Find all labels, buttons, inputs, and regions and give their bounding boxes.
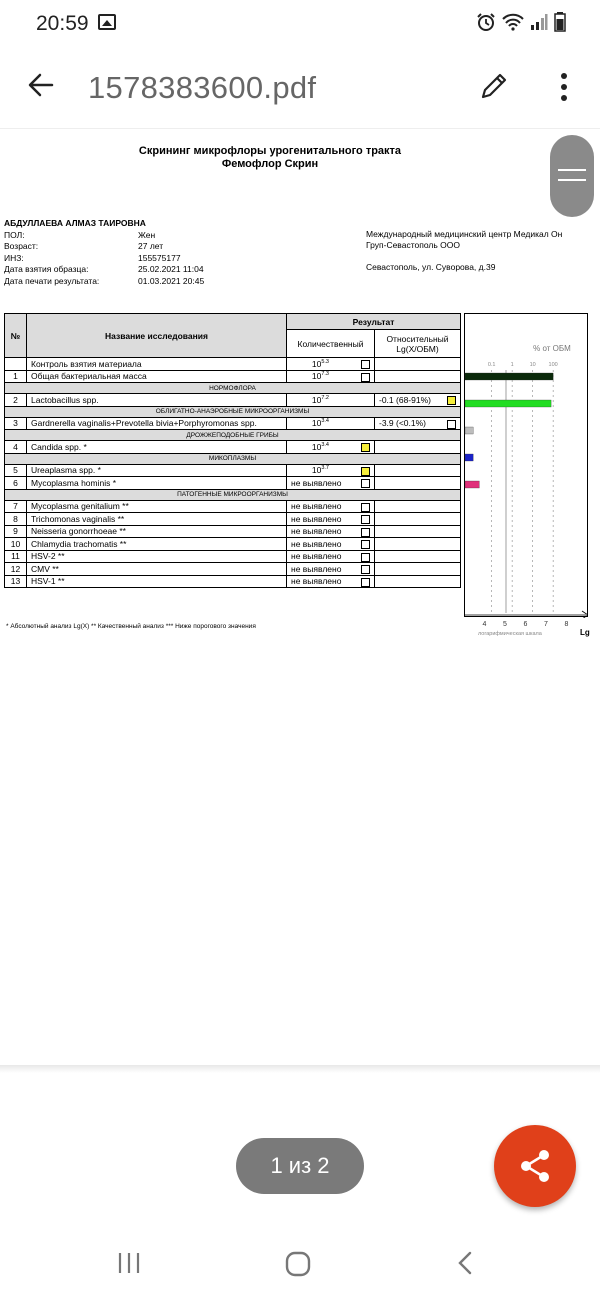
row-name: Общая бактериальная масса [27,370,287,383]
row-qty [287,464,375,477]
row-num: 8 [5,513,27,526]
arrow-left-icon[interactable] [26,70,56,100]
patient-field-value: 25.02.2021 11:04 [138,264,204,274]
pct-tick-label: 10 [529,362,536,368]
qty-text: не выявлено [291,576,342,587]
x-axis-label: логарифмическая шкала [478,631,542,637]
home-icon[interactable] [284,1250,312,1278]
row-num: 12 [5,563,27,576]
recents-icon[interactable] [116,1250,142,1276]
row-name: Mycoplasma genitalium ** [27,500,287,513]
x-tick-label: 7 [544,621,548,628]
table-row [5,477,461,490]
pdf-page [0,129,600,649]
section-label: НОРМОФЛОРА [5,383,461,394]
rel-flag [447,396,456,405]
battery-icon [554,12,566,32]
row-qty [287,575,375,588]
alarm-icon [476,12,496,32]
row-num [5,358,27,371]
qty-flag [361,479,370,488]
table-row [5,394,461,407]
qty-flag [361,553,370,562]
share-button[interactable] [494,1125,576,1207]
patient-field-label: ПОЛ: [4,229,25,240]
row-rel [375,525,461,538]
table-section [5,383,461,394]
col-num: № [5,314,27,358]
qty-flag [361,360,370,369]
row-qty [287,538,375,551]
patient-field-label: Дата взятия образца: [4,264,89,274]
qty-text: не выявлено [291,513,342,524]
row-qty [287,550,375,563]
back-icon[interactable] [454,1250,478,1276]
log-scale-chart [464,313,588,618]
qty-value: $10^{3.4}$ [311,441,329,452]
table-row [5,441,461,454]
patient-field-value: 27 лет [138,241,164,251]
qty-value: $10^{3.4}$ [311,418,329,429]
status-time: 20:59 [36,12,89,35]
patient-field-label: Дата печати результата: [4,275,100,286]
system-nav-bar [0,1230,600,1299]
qty-flag [361,578,370,587]
qty-flag [361,443,370,452]
qty-flag [361,373,370,382]
row-name: CMV ** [27,563,287,576]
row-num: 10 [5,538,27,551]
pencil-icon[interactable] [478,70,510,102]
row-name: Chlamydia trachomatis ** [27,538,287,551]
qty-flag [361,467,370,476]
row-rel [375,477,461,490]
table-section [5,453,461,464]
patient-field-label: ИНЗ: [4,252,24,263]
clinic-info: Международный медицинский центр Медикал Он Груп-Севастополь ООО Севастополь, ул. Суворова, д.39 [366,229,563,272]
col-name: Название исследования [27,314,287,358]
patient-field-value: 155575177 [138,252,181,263]
table-row [5,500,461,513]
row-rel [375,563,461,576]
x-tick-label: 5 [503,621,507,628]
patient-name: АБДУЛЛАЕВА АЛМАЗ ТАИРОВНА [4,218,146,228]
pct-tick-label: 100 [548,362,558,368]
row-rel: -3.9 (<0.1%) [375,417,461,430]
patient-field-value: Жен [138,229,156,240]
row-num: 7 [5,500,27,513]
table-section [5,489,461,500]
row-qty [287,477,375,490]
chart-frame [465,314,588,617]
row-num: 1 [5,370,27,383]
col-result: Результат [287,314,461,330]
row-rel [375,358,461,371]
col-rel: Относительный Lg(X/ОБМ) [375,330,461,358]
section-label: ДРОЖЖЕПОДОБНЫЕ ГРИБЫ [5,430,461,441]
more-vert-icon[interactable] [552,72,576,102]
section-label: ПАТОГЕННЫЕ МИКРООРГАНИЗМЫ [5,489,461,500]
row-qty [287,370,375,383]
chart-bar [465,481,479,488]
wifi-icon [502,13,524,31]
qty-flag [361,503,370,512]
image-icon [98,14,116,30]
row-name: Candida spp. * [27,441,287,454]
table-row [5,550,461,563]
rel-flag [447,420,456,429]
chart-bar [465,454,473,461]
row-num: 11 [5,550,27,563]
row-rel [375,538,461,551]
qty-value: $10^{7.2}$ [311,394,329,405]
table-row [5,358,461,371]
row-name: Ureaplasma spp. * [27,464,287,477]
share-icon [494,1125,576,1207]
chart-bar [465,373,553,380]
row-qty [287,563,375,576]
signal-icon [530,13,548,31]
table-row [5,575,461,588]
x-tick-label: 6 [523,621,528,628]
table-row [5,464,461,477]
row-rel [375,575,461,588]
status-bar [0,0,600,48]
row-name: Lactobacillus spp. [27,394,287,407]
row-qty [287,513,375,526]
qty-text: не выявлено [291,477,342,488]
page-indicator: 1 из 2 [236,1138,364,1194]
row-num: 5 [5,464,27,477]
qty-text: не выявлено [291,551,342,562]
patient-field [4,241,204,253]
patient-field [4,264,204,276]
x-tick-label: 8 [564,621,569,628]
row-rel [375,550,461,563]
table-section [5,406,461,417]
report-title: Скрининг микрофлоры урогенитального тракта Фемофлор Скрин [138,145,402,170]
x-axis-unit: Lg [580,628,590,637]
qty-text: не выявлено [291,526,342,537]
row-name: Контроль взятия материала [27,358,287,371]
row-rel [375,464,461,477]
x-tick-label: 4 [482,621,487,628]
results-table [4,313,461,588]
table-row [5,563,461,576]
row-rel: -0.1 (68-91%) [375,394,461,407]
qty-flag [361,540,370,549]
row-qty [287,525,375,538]
chart-title: % от ОБМ [533,344,571,353]
row-qty [287,358,375,371]
row-num: 2 [5,394,27,407]
row-qty [287,394,375,407]
row-qty [287,441,375,454]
pct-tick-label: 1 [510,362,514,368]
footnote: * Абсолютный анализ Lg(X) ** Качественный анализ *** Ниже порогового значения [6,623,256,630]
row-name: Trichomonas vaginalis ** [27,513,287,526]
qty-value: $10^{3.7}$ [311,465,329,476]
row-num: 13 [5,575,27,588]
row-name: HSV-1 ** [27,575,287,588]
chart-bar [465,427,473,434]
qty-value: $10^{5.3}$ [311,358,329,369]
qty-flag [361,515,370,524]
table-row [5,513,461,526]
section-label: ОБЛИГАТНО-АНАЭРОБНЫЕ МИКРООРГАНИЗМЫ [5,406,461,417]
patient-field [4,230,204,242]
app-bar [0,48,600,128]
table-section [5,430,461,441]
row-name: Mycoplasma hominis * [27,477,287,490]
row-num: 9 [5,525,27,538]
row-num: 4 [5,441,27,454]
row-qty [287,417,375,430]
pdf-viewer[interactable] [0,128,600,1066]
table-row [5,417,461,430]
pct-tick-label: 0.1 [487,362,496,368]
qty-text: не выявлено [291,501,342,512]
row-rel [375,513,461,526]
qty-text: не выявлено [291,563,342,574]
patient-field-label: Возраст: [4,241,39,251]
table-row [5,525,461,538]
document-title: 1578383600.pdf [88,70,317,105]
patient-info [4,218,204,287]
qty-flag [361,528,370,537]
section-label: МИКОПЛАЗМЫ [5,453,461,464]
row-name: Neisseria gonorrhoeae ** [27,525,287,538]
patient-field [4,276,204,288]
table-row [5,538,461,551]
qty-value: $10^{7.3}$ [311,371,329,382]
drag-handle-icon[interactable] [550,135,594,217]
row-qty [287,500,375,513]
table-row [5,370,461,383]
row-rel [375,500,461,513]
row-num: 6 [5,477,27,490]
chart-bar [465,400,551,407]
row-rel [375,370,461,383]
qty-flag [361,565,370,574]
row-num: 3 [5,417,27,430]
row-name: Gardnerella vaginalis+Prevotella bivia+Porphyromonas spp. [27,417,287,430]
patient-field [4,253,204,265]
qty-text: не выявлено [291,538,342,549]
viewer-bottom-edge [0,1065,600,1073]
row-rel [375,441,461,454]
status-icons [476,12,566,32]
patient-field-value: 01.03.2021 20:45 [138,275,205,286]
row-name: HSV-2 ** [27,550,287,563]
col-qty: Количественный [287,330,375,358]
